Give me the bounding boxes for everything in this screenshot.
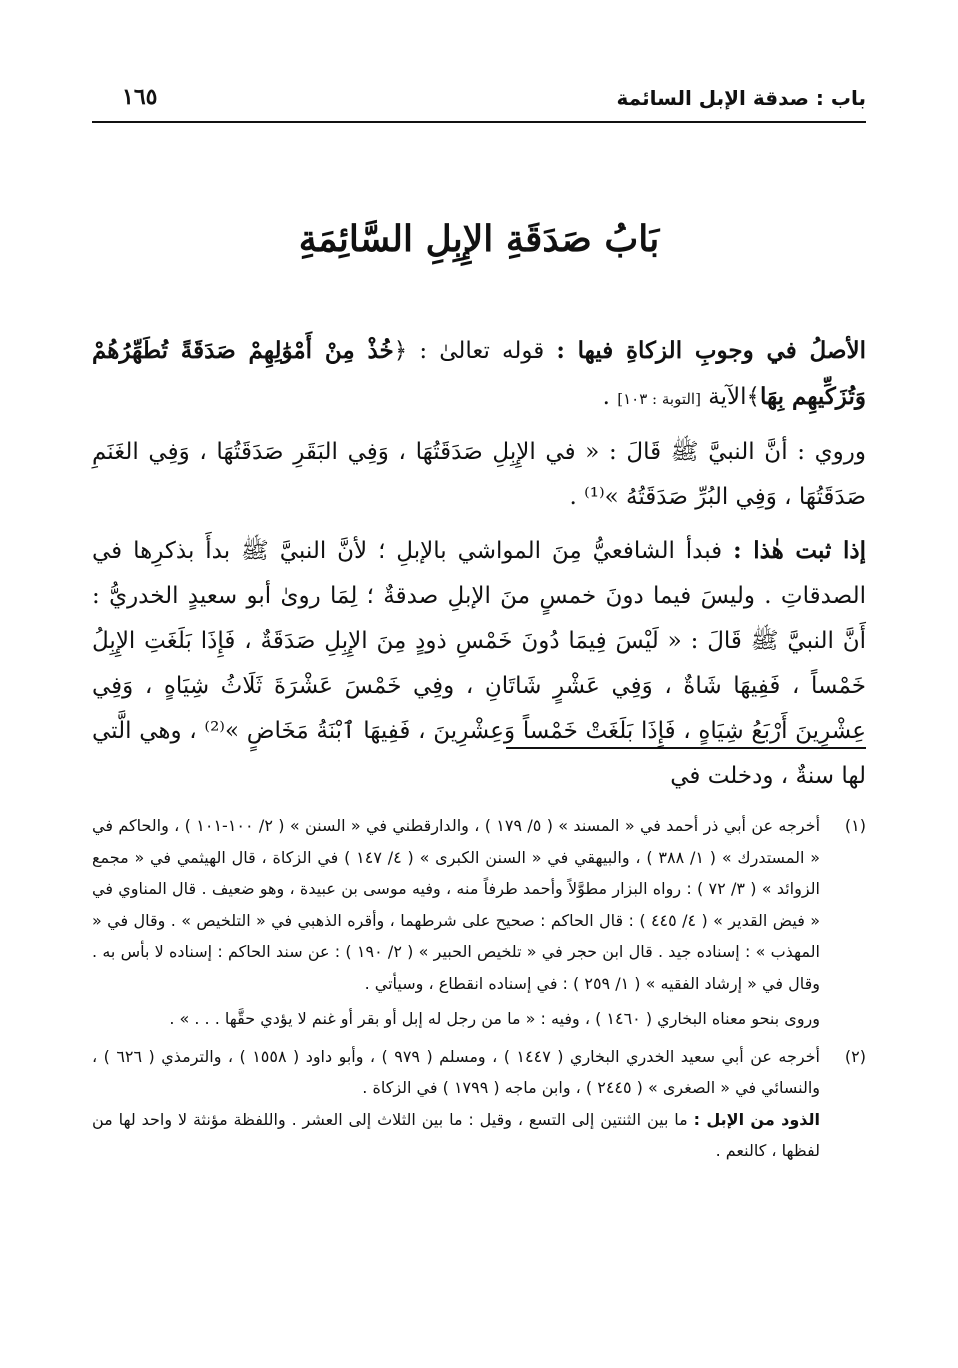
footnote-text: أخرجه عن أبي ذر أحمد في « المسند » ( ٥/ ١٧٩ ) ، والدارقطني في « السنن » ( ٢/ ١٠٠-١٠١ ) ، والحاكم في « المستدرك » ( ١/ ٣٨٨ ) ، والبيهقي في « السنن الكبرى » ( ٤/ ١٤٧ ) في الزكاة ، قال الهيثمي في « مجمع الزوائد » ( ٣/ ٧٢ ) : رواه البزار مطوَّلاً وأحمد طرفاً منه ، وفيه موسى بن عبيدة ، وهو ضعيف . قال المناوي في « فيض القدير » ( ٤/ ٤٤٥ ) : قال الحاكم : صحيح على شرطهما ، وأقره الذهبي في « التلخيص » . وقال في « المهذب » : إسناده جيد . قال ابن حجر في « تلخيص الحبير » ( ٢/ ١٩٠ ) : عن سند الحاكم : إسناده لا بأس به . وقال في « إرشاد الفقيه » ( ١/ ٢٥٩ ) : في إسناده انقطاع ، وسيأتي . [92, 816, 821, 993]
paragraph-end: . [602, 384, 618, 410]
paragraph-text: فبدأ الشافعيُّ مِنَ المواشي بالإبلِ ؛ لأنَّ النبيَّ ﷺ بدأَ بذكرِها في الصدقاتِ . وليسَ فيما دونَ خمسٍ منَ الإبلِ صدقةٌ ؛ لِمَا روىٰ أبو سعيدٍ الخدريُّ : أَنَّ النبيَّ ﷺ قَالَ : « لَيْسَ فِيمَا دُونَ خَمْسِ ذودٍ مِنَ الإِبِلِ صَدَقَةٌ ، فَإِذَا بَلَغَتِ الإِبِلُ خَمْساً ، فَفِيهَا شَاةٌ ، وَفِي عَشْرٍ شَاتَانِ ، وفِي خَمْسَ عَشْرَةَ ثَلَاثُ شِيَاهٍ ، وَفِي عِشْرِينَ أَرْبَعُ شِيَاهٍ ، فَإِذَا بَلَغَتْ خَمْساً وَعِشْرِينَ ، فَفِيهَا ٱبْنَةُ مَخَاضٍ »⁽²⁾ ، وهي الَّتي لها سنةٌ ، ودخلت في [92, 538, 867, 789]
verse-close: ﴾الآية [708, 384, 760, 410]
paragraph-lead: الأصلُ في وجوبِ الزكاةِ فيها : [556, 337, 866, 364]
paragraph-text: قوله تعالىٰ : ﴿ [393, 338, 545, 364]
footnote-text: أخرجه عن أبي سعيد الخدري البخاري ( ١٤٤٧ ) ، ومسلم ( ٩٧٩ ) ، وأبو داود ( ١٥٥٨ ) ، والترمذي ( ٦٢٦ ) ، والنسائي في « الصغرى » ( ٢٤٤٥ ) ، وابن ماجه ( ١٧٩٩ ) في الزكاة . [92, 1046, 821, 1097]
footnote-gloss [92, 1104, 820, 1167]
running-section-title: باب : صدقة الإبل السائمة [616, 86, 866, 110]
footnotes [92, 810, 866, 1173]
verse-reference: [التوبة : ١٠٣] [617, 390, 701, 408]
paragraph-ruling [92, 528, 866, 799]
page-number: ١٦٥ [122, 84, 158, 110]
gloss-term: الذود من الإبل : [693, 1109, 820, 1129]
paragraph-origin [92, 328, 866, 422]
footnote-extra: وروى بنحو معناه البخاري ( ١٤٦٠ ) ، وفيه : « ما من رجل له إبل أو بقر أو غنم لا يؤدي حقَّها . . . » . [169, 1009, 820, 1028]
paragraph-hadith: وروي : أنَّ النبيَّ ﷺ قَالَ : « في الإِبِلِ صَدَقَتُهَا ، وَفِي البَقَرِ صَدَقَتُهَا ، وَفِي الغَنَمِ صَدَقَتُهَا ، وَفِي البُرِّ صَدَقَتُهُ »⁽¹⁾ . [92, 439, 866, 510]
footnote-number: (١) [844, 816, 866, 835]
header-rule [92, 121, 866, 123]
footnote-number: (٢) [844, 1046, 866, 1066]
footnote-1 [92, 810, 866, 1035]
footnote-2 [92, 1041, 866, 1167]
main-text [92, 328, 866, 807]
footnote-separator [506, 747, 866, 749]
quran-verse: خُذْ مِنْ أَمْوَٰلِهِمْ صَدَقَةً تُطَهِّرُهُمْ وَتُزَكِّيهِم بِهَا [92, 337, 866, 410]
paragraph-lead: إذا ثبت هٰذا : [733, 537, 867, 564]
chapter-title: بَابُ صَدَقَةِ الإِبِلِ السَّائِمَةِ [298, 218, 660, 260]
gloss-definition: ما بين الثنتين إلى التسع ، وقيل : ما بين الثلاث إلى العشر . واللفظة مؤنثة لا واحد لها من لفظها ، كالنعم . [92, 1109, 820, 1160]
page-header [92, 82, 866, 122]
